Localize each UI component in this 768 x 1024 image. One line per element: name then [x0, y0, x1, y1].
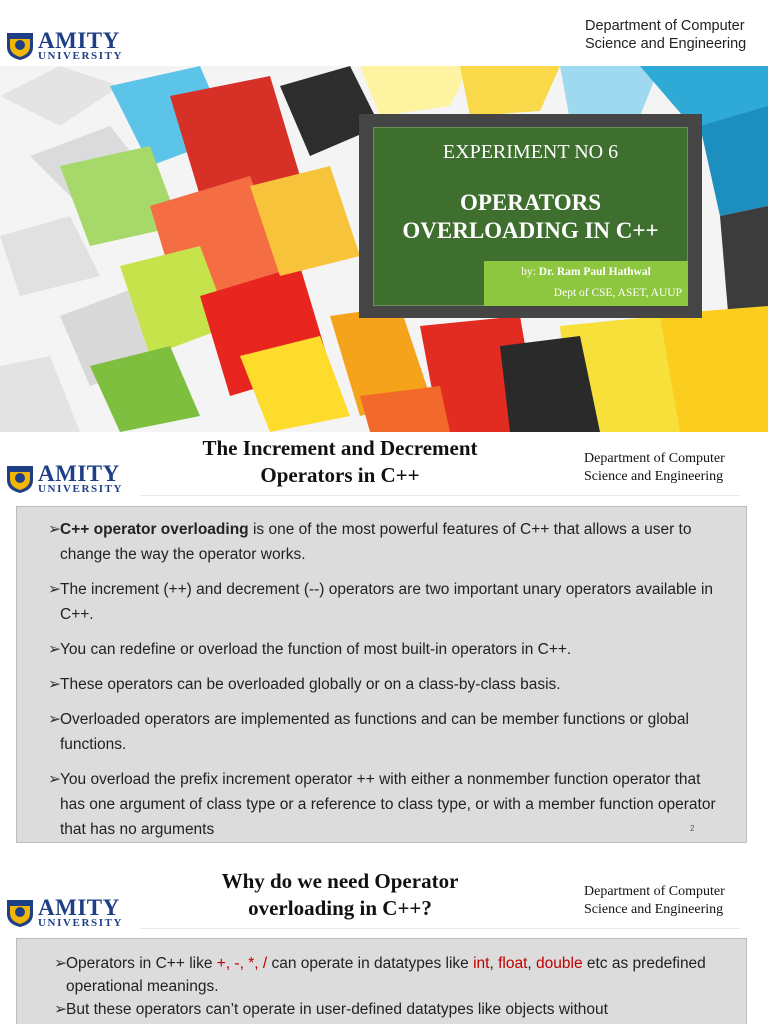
bullet-text: You can redefine or overload the function of most built-in operators in C++.	[60, 641, 572, 658]
bullet-text: ,	[489, 955, 499, 972]
arrow-bullet-icon: ➢	[54, 955, 67, 972]
slide-title	[160, 868, 520, 922]
experiment-number: EXPERIMENT NO 6	[442, 141, 619, 163]
list-item	[54, 998, 730, 1021]
bullet-text: The increment (++) and decrement (--) operators are two important unary operators available in C++.	[60, 581, 714, 623]
slide-title-line1: The Increment and Decrement	[202, 436, 478, 460]
amity-shield-icon	[5, 898, 35, 928]
list-item	[48, 672, 724, 697]
logo-sub: UNIVERSITY	[38, 50, 124, 62]
amity-shield-icon	[5, 464, 35, 494]
divider	[140, 928, 740, 929]
arrow-bullet-icon: ➢	[48, 676, 61, 693]
page-number: 2	[690, 824, 695, 833]
logo-sub: UNIVERSITY	[38, 917, 124, 929]
logo-name: AMITY	[38, 895, 120, 920]
list-item	[48, 517, 724, 567]
department-label	[584, 883, 725, 919]
slide-increment-decrement	[0, 432, 768, 852]
department-line1: Department of Computer	[584, 884, 725, 899]
bullet-list	[48, 517, 724, 842]
author-name: Dr. Ram Paul Hathwal	[538, 266, 651, 278]
amity-shield-icon	[5, 31, 35, 61]
department-line2: Science and Engineering	[585, 36, 747, 52]
bullet-text: etc as predefined operational meanings.	[66, 955, 706, 995]
arrow-bullet-icon: ➢	[54, 1001, 67, 1018]
bullet-text: Overloaded operators are implemented as functions and can be member functions or global functions.	[60, 711, 689, 753]
list-item	[48, 767, 724, 842]
bullet-text: ,	[527, 955, 537, 972]
slide-title-line2: overloading in C++?	[248, 896, 432, 920]
slide-main-title	[373, 189, 688, 245]
list-item	[48, 637, 724, 662]
divider	[140, 495, 740, 496]
amity-logo	[5, 896, 123, 929]
list-item	[54, 952, 730, 998]
bullet-list	[54, 952, 730, 1021]
logo-sub: UNIVERSITY	[38, 483, 124, 495]
amity-logo	[5, 29, 123, 62]
operators-highlight: +, -, *, /	[216, 955, 268, 972]
bullet-text: You overload the prefix increment operator ++ with either a nonmember function operator that has one argument of class type or a reference to class type, or with a member function operator that has no arguments	[60, 771, 716, 838]
bullet-text: But these operators can’t operate in user-defined datatypes like objects without	[66, 1001, 608, 1018]
arrow-bullet-icon: ➢	[48, 711, 61, 728]
logo-name: AMITY	[38, 28, 120, 53]
slide-title-line2: Operators in C++	[260, 463, 420, 487]
department-line1: Department of Computer	[584, 451, 725, 466]
datatype-float: float	[498, 955, 528, 972]
author-line	[490, 266, 682, 278]
slide-title	[160, 435, 520, 489]
arrow-bullet-icon: ➢	[48, 581, 61, 598]
title-slide	[0, 0, 768, 432]
datatype-int: int	[473, 955, 490, 972]
bold-term: C++ operator overloading	[60, 521, 249, 538]
datatype-double: double	[536, 955, 583, 972]
department-label	[584, 450, 725, 486]
amity-logo	[5, 462, 123, 495]
arrow-bullet-icon: ➢	[48, 521, 61, 538]
department-line1: Department of Computer	[585, 18, 745, 34]
arrow-bullet-icon: ➢	[48, 641, 61, 658]
author-dept: Dept of CSE, ASET, AUUP	[553, 287, 682, 299]
department-label	[585, 17, 746, 53]
author-prefix: by:	[521, 266, 539, 278]
main-title-line2: OVERLOADING IN C++	[402, 218, 659, 243]
bullet-text: Operators in C++ like	[66, 955, 217, 972]
department-line2: Science and Engineering	[584, 902, 724, 917]
list-item	[48, 577, 724, 627]
bullet-text: is one of the most powerful features of C++ that allows a user to change the way the operator works.	[60, 521, 692, 563]
logo-name: AMITY	[38, 461, 120, 486]
slide-title-line1: Why do we need Operator	[221, 869, 459, 893]
bullet-text: can operate in datatypes like	[267, 955, 474, 972]
department-line2: Science and Engineering	[584, 469, 724, 484]
arrow-bullet-icon: ➢	[48, 771, 61, 788]
list-item	[48, 707, 724, 757]
slide-why-overloading	[0, 866, 768, 1024]
main-title-line1: OPERATORS	[459, 190, 601, 215]
bullet-text: These operators can be overloaded globally or on a class-by-class basis.	[60, 676, 561, 693]
